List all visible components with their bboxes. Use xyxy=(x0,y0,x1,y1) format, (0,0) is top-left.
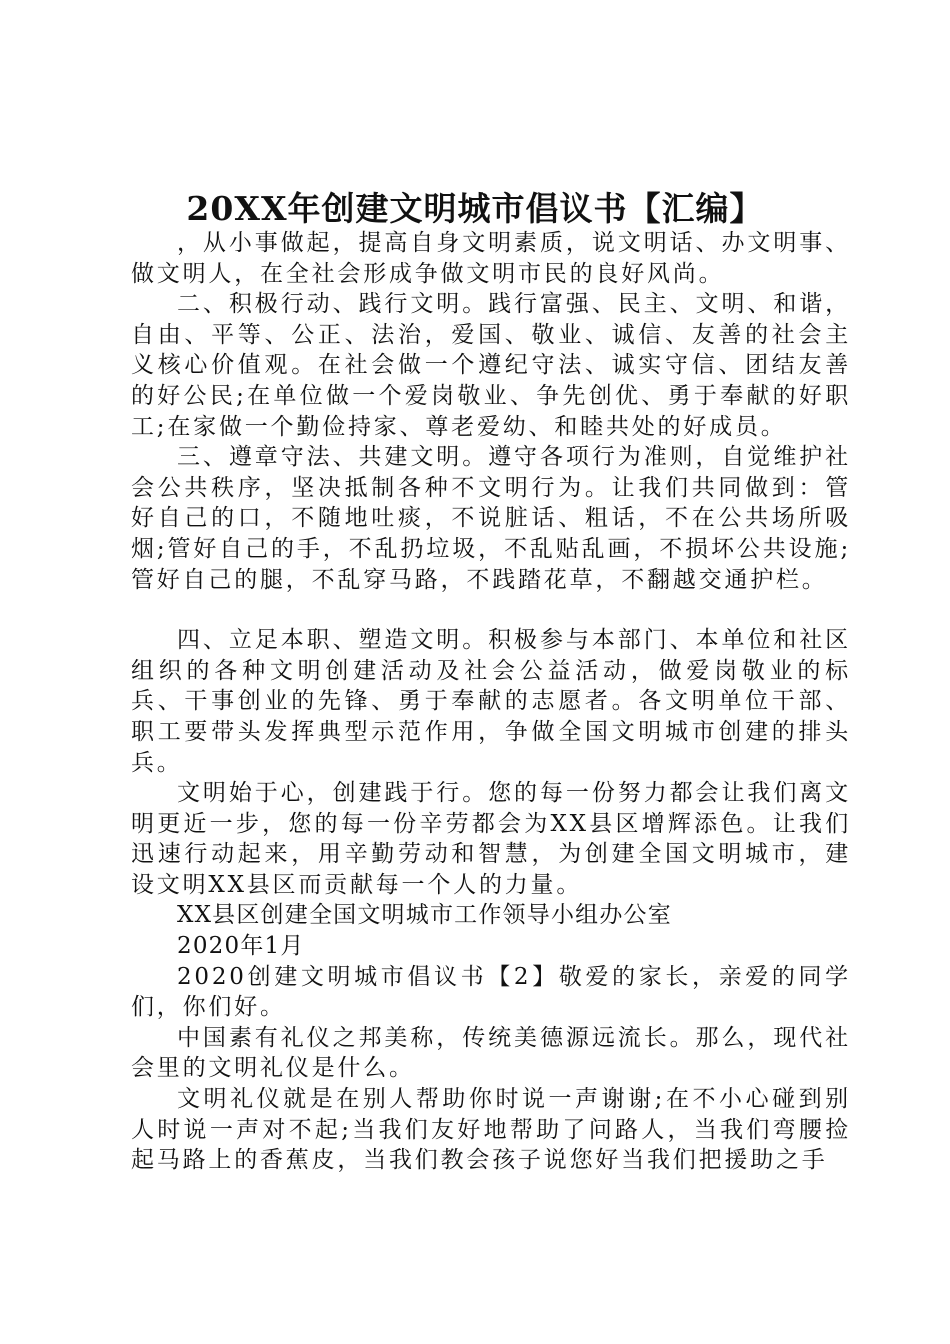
paragraph: 二、积极行动、践行文明。践行富强、民主、文明、和谐，自由、平等、公正、法治，爱国、敬业、诚信、友善的社会主义核心价值观。在社会做一个遵纪守法、诚实守信、团结友善的好公民;在单位做一个爱岗敬业、争先创优、勇于奉献的好职工;在家做一个勤俭持家、尊老爱幼、和睦共处的好成员。 xyxy=(131,291,851,440)
document-body xyxy=(131,228,851,1176)
document-title: 20XX年创建文明城市倡议书【汇编】 xyxy=(186,189,764,228)
paragraph: 文明礼仪就是在别人帮助你时说一声谢谢;在不小心碰到别人时说一声对不起;当我们友好地帮助了问路人，当我们弯腰捡起马路上的香蕉皮，当我们教会孩子说您好当我们把援助之手 xyxy=(131,1086,851,1174)
paragraph: 2020创建文明城市倡议书【2】敬爱的家长，亲爱的同学们，你们好。 xyxy=(131,963,851,1021)
paragraph: 三、遵章守法、共建文明。遵守各项行为准则，自觉维护社会公共秩序，坚决抵制各种不文明行为。让我们共同做到：管好自己的口，不随地吐痰，不说脏话、粗话，不在公共场所吸烟;管好自己的手，不乱扔垃圾，不乱贴乱画，不损坏公共设施;管好自己的腿，不乱穿马路，不践踏花草，不翻越交通护栏。 xyxy=(131,444,851,593)
signature-date: 2020年1月 xyxy=(177,933,305,960)
paragraph: 文明始于心，创建践于行。您的每一份努力都会让我们离文明更近一步，您的每一份辛劳都会为XX县区增辉添色。让我们迅速行动起来，用辛勤劳动和智慧，为创建全国文明城市，建设文明XX县区而贡献每一个人的力量。 xyxy=(131,780,851,898)
paragraph: 四、立足本职、塑造文明。积极参与本部门、本单位和社区组织的各种文明创建活动及社会公益活动，做爱岗敬业的标兵、干事创业的先锋、勇于奉献的志愿者。各文明单位干部、职工要带头发挥典型示范作用，争做全国文明城市创建的排头兵。 xyxy=(131,627,851,776)
paragraph: 中国素有礼仪之邦美称，传统美德源远流长。那么，现代社会里的文明礼仪是什么。 xyxy=(131,1024,851,1082)
paragraph: ，从小事做起，提高自身文明素质，说文明话、办文明事、做文明人，在全社会形成争做文明市民的良好风尚。 xyxy=(131,230,851,287)
signature-organization: XX县区创建全国文明城市工作领导小组办公室 xyxy=(177,902,672,929)
